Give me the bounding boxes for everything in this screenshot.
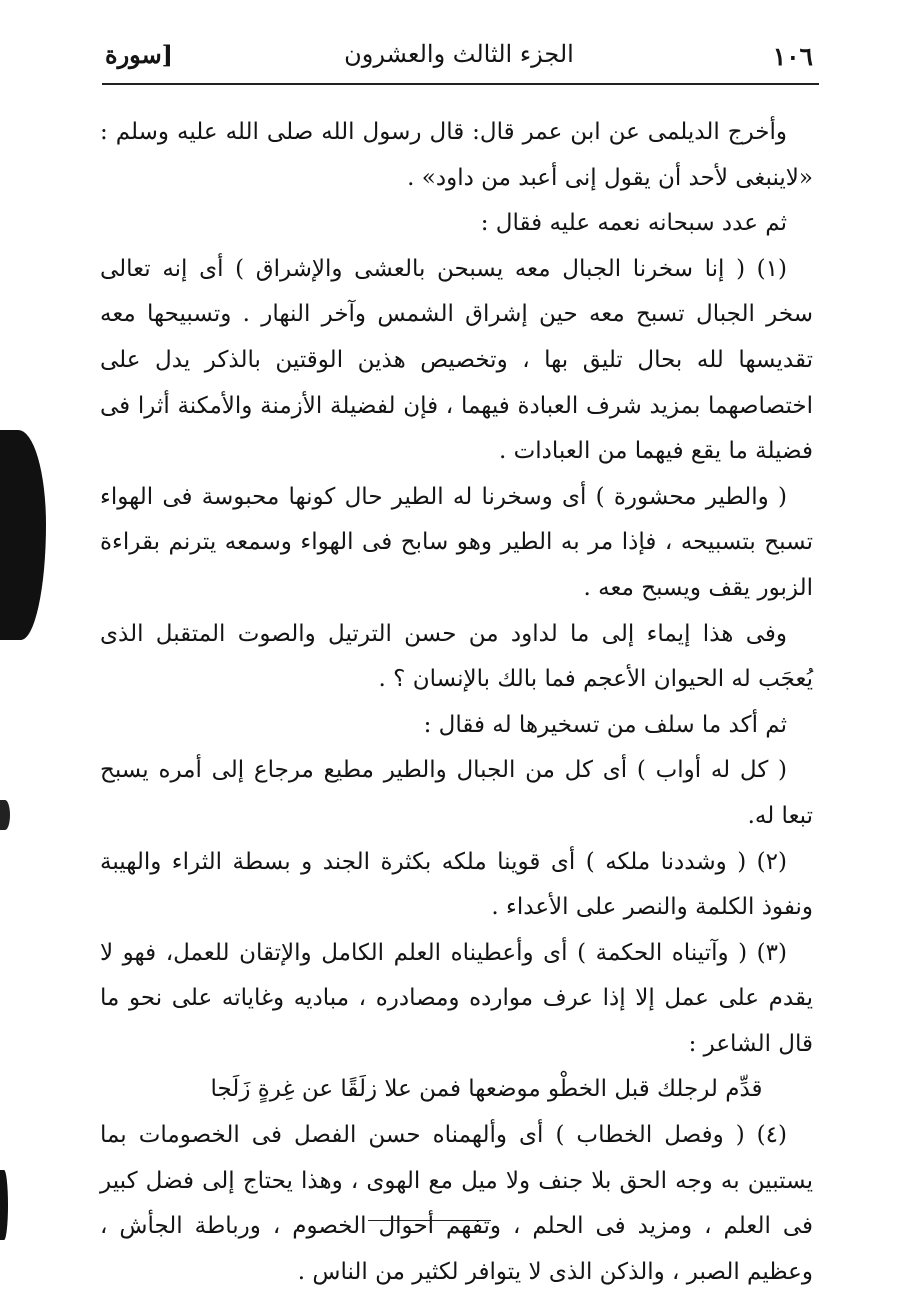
scan-edge-mark bbox=[0, 800, 10, 830]
page-header bbox=[105, 40, 813, 80]
surah-label: [سورة bbox=[105, 40, 174, 69]
paragraph: ثم أكد ما سلف من تسخيرها له فقال : bbox=[423, 711, 787, 738]
paragraph: ( والطير محشورة ) أى وسخرنا له الطير حال كونها محبوسة فى الهواء تسبح بتسبيحه ، فإذا مر به الطير وهو سابح فى الهواء وسمعه يترنم بقراءة الزبور يقف ويسبح معه . bbox=[100, 483, 813, 601]
paragraph: (٢) ( وشددنا ملكه ) أى قوينا ملكه بكثرة الجند و بسطة الثراء والهيبة ونفوذ الكلمة والنصر على الأعداء . bbox=[100, 848, 813, 921]
header-rule bbox=[102, 83, 819, 85]
end-rule bbox=[368, 1220, 491, 1221]
paragraph: ثم عدد سبحانه نعمه عليه فقال : bbox=[480, 210, 787, 237]
body-text bbox=[100, 110, 813, 1295]
paragraph: وأخرج الديلمى عن ابن عمر قال: قال رسول الله صلى الله عليه وسلم : «لاينبغى لأحد أن يقول إنى أعبد من داود» . bbox=[100, 119, 813, 191]
paragraph: (٣) ( وآتيناه الحكمة ) أى وأعطيناه العلم الكامل والإتقان للعمل، فهو لا يقدم على عمل إلا إذا عرف موارده ومصادره ، مباديه وغاياته على نحو ما قال الشاعر : bbox=[100, 939, 814, 1057]
scan-damage-mark bbox=[0, 430, 46, 640]
paragraph: وفى هذا إيماء إلى ما لداود من حسن الترتيل والصوت المتقبل الذى يُعجَب له الحيوان الأعجم فما بالك بالإنسان ؟ . bbox=[100, 620, 813, 693]
poetry-verse: قدِّم لرجلك قبل الخطْو موضعها فمن علا زلَقًا عن غِرةٍ زَلَجا bbox=[210, 1076, 763, 1103]
paragraph: (٤) ( وفصل الخطاب ) أى وألهمناه حسن الفصل فى الخصومات بما يستبين به وجه الحق بلا جنف ولا ميل مع الهوى ، وهذا يحتاج إلى فضل كبير فى العلم ، ومزيد فى الحلم ، وتفهم أحوال الخصوم ، ورباطة الجأش ، وعظيم الصبر ، والذكن الذى لا يتوافر لكثير من الناس . bbox=[100, 1122, 813, 1285]
page-number: ١٠٦ bbox=[772, 42, 813, 71]
running-title: الجزء الثالث والعشرون bbox=[344, 40, 574, 68]
paragraph: ( كل له أواب ) أى كل من الجبال والطير مطيع مرجاع إلى أمره يسبح تبعا له. bbox=[100, 757, 813, 829]
scan-edge-mark-lower bbox=[0, 1170, 8, 1240]
paragraph: (١) ( إنا سخرنا الجبال معه يسبحن بالعشى والإشراق ) أى إنه تعالى سخر الجبال تسبح معه حين إشراق الشمس وآخر النهار . وتسبيحها معه تقديسها لله بحال تليق بها ، وتخصيص هذين الوقتين بالذكر يدل على اختصاصهما بمزيد شرف العبادة فيهما ، فإن لفضيلة الأزمنة والأمكنة أثرا فى فضيلة ما يقع فيهما من العبادات . bbox=[100, 255, 813, 465]
